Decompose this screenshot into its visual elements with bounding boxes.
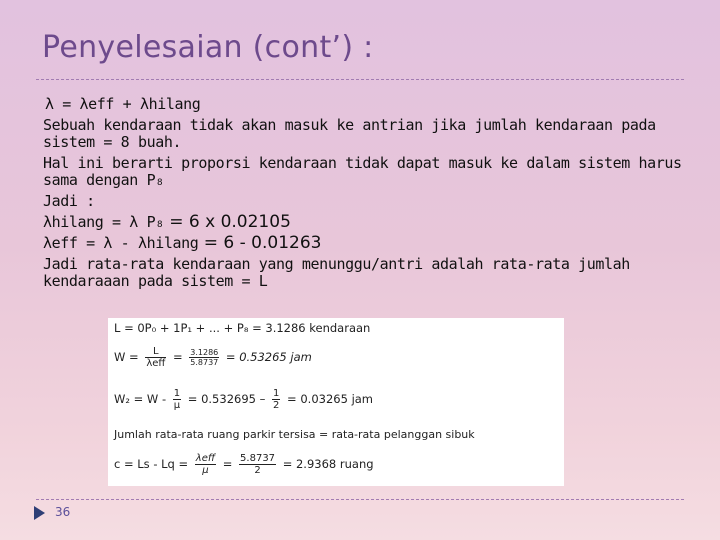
ws-fraction-1-den: μ (173, 400, 181, 411)
top-divider (36, 79, 684, 80)
ws-fraction-2-den: 2 (273, 400, 280, 411)
ws-fraction-1-num: 1 (173, 388, 181, 399)
lambda-eff-label: λeff = λ - λhilang (43, 234, 199, 252)
lambda-hilang-label: λhilang = λ P₈ (43, 213, 164, 231)
w-fraction-1-den: λeff (146, 358, 166, 369)
w-fraction-1-num: L (145, 346, 166, 358)
body-line: Jadi rata-rata kendaraan yang menunggu/antri adalah rata-rata jumlah (43, 255, 630, 273)
equation-image (108, 318, 564, 486)
c-lhs: c = Ls - Lq = (114, 457, 192, 471)
w-lhs: W = (114, 350, 143, 364)
ws-fraction-2-num: 1 (273, 388, 280, 399)
w-result: = 0.53265 jam (222, 350, 312, 364)
body-line: Jadi : (43, 192, 95, 210)
w-fraction-2-num: 3.1286 (190, 348, 219, 357)
body-line: sama dengan P₈ (43, 171, 164, 189)
c-result: = 2.9368 ruang (279, 457, 374, 471)
body-line: sistem = 8 buah. (43, 133, 182, 151)
play-arrow-icon (34, 506, 45, 520)
lambda-eff-value: = 6 - 0.01263 (198, 233, 322, 253)
ws-fraction-1 (173, 388, 181, 411)
body-line: Sebuah kendaraan tidak akan masuk ke antrian jika jumlah kendaraan pada (43, 116, 656, 134)
w-eq: = (169, 350, 187, 364)
slide-body (43, 96, 693, 290)
page-number: 36 (55, 505, 71, 519)
c-fraction-2-num: 5.8737 (240, 453, 276, 464)
w-equation (114, 346, 312, 369)
w-fraction-1 (145, 346, 166, 369)
lambda-equation: λ = λeff + λhilang (45, 95, 201, 113)
c-fraction-2-den: 2 (254, 465, 261, 476)
c-fraction-2 (239, 453, 276, 476)
bottom-divider (36, 499, 684, 500)
ws-fraction-2 (272, 388, 280, 411)
ws-mid: = 0.532695 – (184, 392, 270, 406)
lambda-hilang-value: = 6 x 0.02105 (163, 212, 291, 232)
c-equation (114, 453, 374, 476)
w-fraction-2-den: 5.8737 (190, 358, 219, 367)
c-eq: = (219, 457, 237, 471)
c-fraction-1-den: μ (202, 465, 209, 476)
ws-lhs: W₂ = W - (114, 392, 170, 406)
ws-equation (114, 388, 373, 411)
body-line: Hal ini berarti proporsi kendaraan tidak dapat masuk ke dalam sistem harus (43, 154, 682, 172)
slide-title: Penyelesaian (cont’) : (42, 30, 374, 65)
w-fraction-2 (189, 348, 219, 367)
lambda-eff-line (43, 235, 693, 252)
lambda-hilang-line (43, 214, 693, 231)
ws-result: = 0.03265 jam (283, 392, 374, 406)
body-line: kendaraaan pada sistem = L (43, 272, 268, 290)
c-fraction-1 (195, 453, 216, 476)
c-fraction-1-num: λeff (195, 453, 216, 464)
jumlah-line: Jumlah rata-rata ruang parkir tersisa = rata-rata pelanggan sibuk (114, 428, 475, 441)
l-equation: L = 0P₀ + 1P₁ + ... + P₈ = 3.1286 kendaraan (114, 321, 371, 335)
